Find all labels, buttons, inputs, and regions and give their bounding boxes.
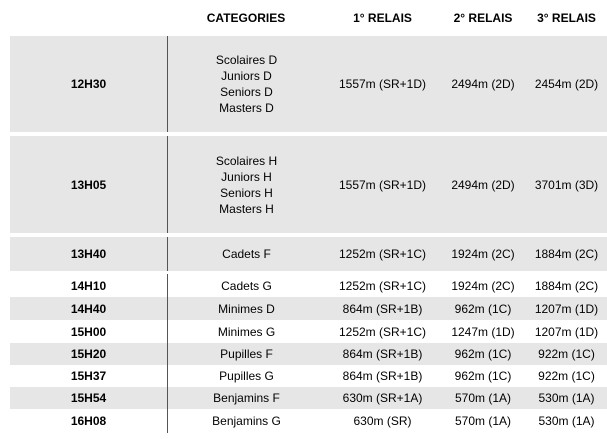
start-time: 15H37 [70,369,107,383]
start-time: 13H40 [70,247,107,261]
categories-cell [167,409,325,433]
relay-3-distance: 530m (1A) [538,414,595,428]
relay-3-distance: 1884m (2C) [534,247,599,261]
category-label: Juniors H [221,169,272,184]
header-relay-2: 2° RELAIS [453,11,513,25]
relay-2-distance: 962m (1C) [454,301,512,316]
categories-cell [167,136,325,233]
table-row [10,237,607,271]
relay-3-distance: 3701m (3D) [534,177,599,192]
start-time: 16H08 [70,414,107,428]
table-row [10,297,607,320]
header-categories: CATEGORIES [206,11,286,25]
category-label: Pupilles F [220,347,273,361]
relay-1-distance: 1252m (SR+1C) [338,247,427,261]
schedule-table [10,0,607,433]
table-row [10,274,607,297]
relay-1-distance: 864m (SR+1B) [342,369,423,383]
category-label: Pupilles G [219,369,274,383]
relay-3-distance: 2454m (2D) [534,77,599,91]
relay-3-distance: 1207m (1D) [534,301,599,316]
relay-2-distance: 962m (1C) [454,347,512,361]
relay-3-distance: 530m (1A) [538,391,595,405]
category-label: Benjamins G [212,414,281,428]
category-label: Minimes D [218,301,275,316]
table-row [10,343,607,365]
header-relay-3: 3° RELAIS [537,11,596,25]
start-time: 15H54 [70,391,107,405]
relay-1-distance: 1557m (SR+1D) [338,177,427,192]
categories-cell [167,320,325,343]
relay-1-distance: 630m (SR+1A) [342,391,423,405]
category-label: Cadets G [221,278,272,293]
categories-cell [167,237,325,271]
categories-cell [167,36,325,132]
relay-1-distance: 1252m (SR+1C) [338,324,427,339]
start-time: 14H10 [70,278,107,293]
relay-3-distance: 922m (1C) [538,347,595,361]
relay-1-distance: 864m (SR+1B) [342,301,423,316]
categories-cell [167,343,325,365]
categories-cell [167,297,325,320]
relay-2-distance: 2494m (2D) [451,177,515,192]
table-row [10,409,607,433]
header-relay-1: 1° RELAIS [353,11,412,25]
relay-3-distance: 922m (1C) [538,369,595,383]
relay-2-distance: 962m (1C) [454,369,512,383]
header-row [10,0,607,36]
relay-1-distance: 1252m (SR+1C) [338,278,427,293]
categories-cell [167,365,325,387]
category-label: Cadets F [222,247,271,261]
category-label: Masters H [219,201,274,216]
start-time: 15H00 [70,324,107,339]
start-time: 15H20 [70,347,107,361]
category-label: Minimes G [217,324,276,339]
table-row [10,387,607,409]
relay-2-distance: 1924m (2C) [451,278,515,293]
categories-cell [167,274,325,297]
table-body [10,36,607,433]
category-label: Seniors H [220,185,273,200]
categories-cell [167,387,325,409]
relay-2-distance: 2494m (2D) [451,77,515,91]
relay-3-distance: 1884m (2C) [534,278,599,293]
relay-1-distance: 864m (SR+1B) [342,347,423,361]
table-row [10,36,607,132]
table-row [10,136,607,233]
relay-1-distance: 630m (SR) [353,414,412,428]
category-label: Scolaires H [215,153,278,168]
category-label: Masters D [219,101,274,115]
category-label: Seniors D [220,85,273,99]
start-time: 12H30 [70,77,107,91]
start-time: 14H40 [70,301,107,316]
category-label: Benjamins F [213,391,280,405]
category-label: Scolaires D [215,53,278,67]
relay-2-distance: 570m (1A) [454,414,512,428]
relay-3-distance: 1207m (1D) [534,324,599,339]
table-row [10,320,607,343]
start-time: 13H05 [70,177,107,192]
relay-2-distance: 1247m (1D) [451,324,515,339]
relay-1-distance: 1557m (SR+1D) [338,77,427,91]
table-row [10,365,607,387]
category-label: Juniors D [221,69,272,83]
relay-2-distance: 570m (1A) [454,391,512,405]
relay-2-distance: 1924m (2C) [451,247,515,261]
